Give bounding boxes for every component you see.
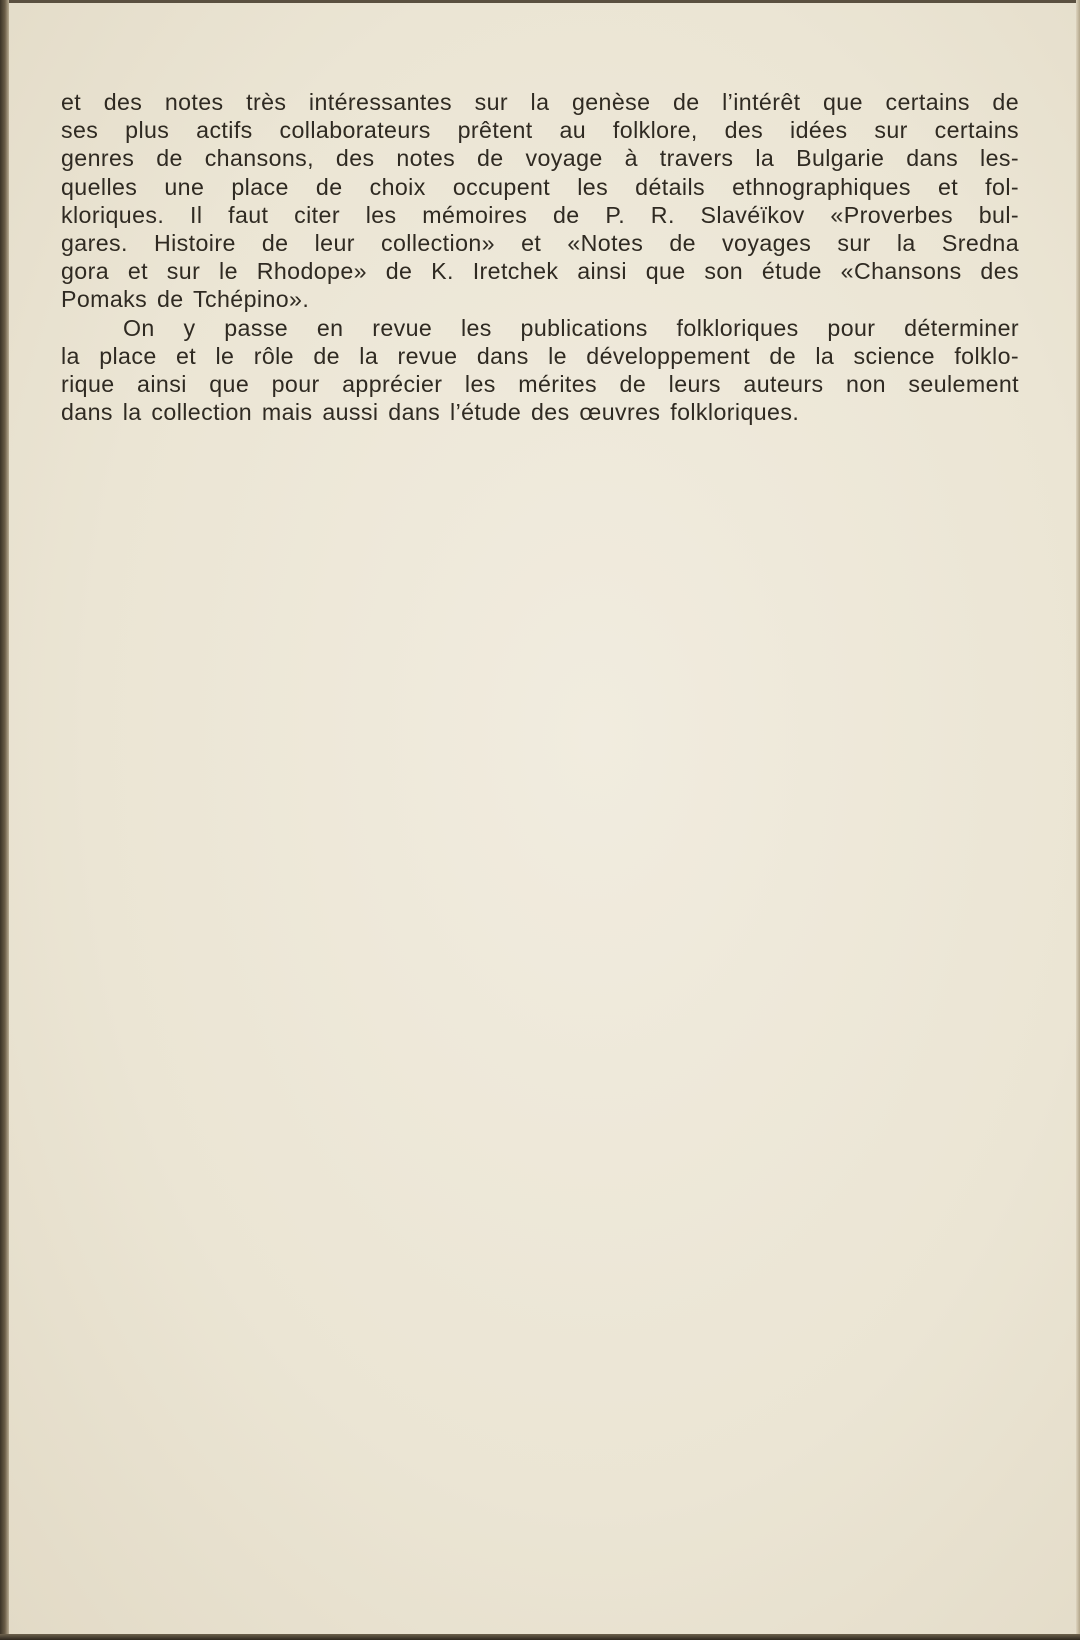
page-bottom-edge — [0, 1634, 1080, 1640]
page-top-edge — [0, 0, 1080, 3]
text-line: kloriques. Il faut citer les mémoires de P. R. Slavéïkov «Proverbes bul- — [61, 201, 1019, 228]
text-line: quelles une place de choix occupent les détails ethnographiques et fol- — [61, 173, 1019, 200]
page-binding-edge — [0, 0, 9, 1640]
text-line: et des notes très intéressantes sur la genèse de l’intérêt que certains de — [61, 89, 1019, 115]
paragraph-1 — [61, 88, 1019, 314]
text-line: dans la collection mais aussi dans l’étude des œuvres folkloriques. — [61, 399, 800, 426]
text-line: gares. Histoire de leur collection» et «Notes de voyages sur la Sredna — [61, 230, 1019, 257]
text-line: ses plus actifs collaborateurs prêtent au folklore, des idées sur certains — [61, 117, 1019, 144]
text-line: On y passe en revue les publications folkloriques pour déterminer — [123, 314, 1019, 341]
text-line: gora et sur le Rhodope» de K. Iretchek ainsi que son étude «Chansons des — [61, 258, 1019, 285]
text-line: rique ainsi que pour apprécier les mérites de leurs auteurs non seulement — [61, 371, 1019, 398]
body-text — [61, 88, 1019, 426]
text-line: la place et le rôle de la revue dans le développement de la science folklo- — [61, 342, 1019, 369]
text-line: Pomaks de Tchépino». — [61, 286, 310, 313]
text-line: genres de chansons, des notes de voyage à travers la Bulgarie dans les- — [61, 145, 1019, 172]
paragraph-2 — [61, 314, 1019, 427]
page-right-edge — [1076, 0, 1080, 1640]
